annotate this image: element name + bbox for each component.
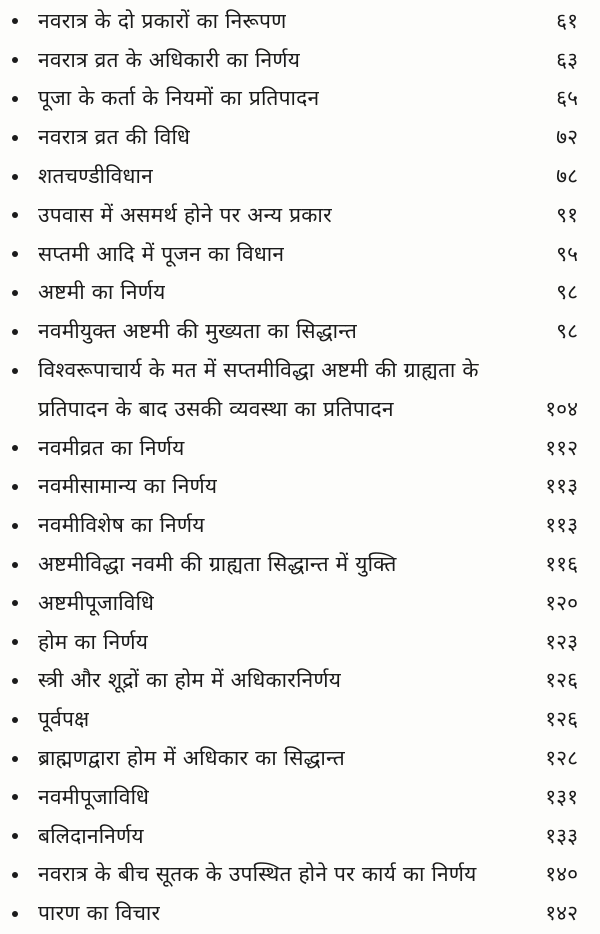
toc-entry-title: अष्टमी का निर्णय: [38, 280, 166, 305]
toc-row: [0, 584, 600, 623]
toc-entry-page: १४२: [545, 901, 578, 926]
toc-row: [0, 429, 600, 468]
toc-entry-title: अष्टमीपूजाविधि: [38, 590, 155, 615]
toc-entry-title: पारण का विचार: [38, 901, 161, 926]
toc-entry-title: नवमीव्रत का निर्णय: [38, 435, 185, 460]
toc-row: [0, 856, 600, 895]
toc-entry-page: ११२: [545, 435, 578, 460]
toc-row: [0, 662, 600, 701]
toc-entry-page: ६१: [556, 8, 578, 33]
toc-row: [0, 506, 600, 545]
bullet-icon: [12, 911, 18, 917]
toc-entry-title: नवमीसामान्य का निर्णय: [38, 474, 218, 499]
bullet-icon: [12, 251, 18, 257]
toc-row: [0, 274, 600, 313]
toc-entry-title: नवरात्र के दो प्रकारों का निरूपण: [38, 8, 287, 33]
toc-entry-title: अष्टमीविद्धा नवमी की ग्राह्यता सिद्धान्त में युक्ति: [38, 551, 397, 576]
toc-row: [0, 390, 600, 429]
toc-entry-page: ११३: [545, 513, 578, 538]
toc-entry-title: सप्तमी आदि में पूजन का विधान: [38, 241, 285, 266]
toc-entry-page: ९५: [556, 241, 578, 266]
toc-row: [0, 312, 600, 351]
toc-row: [0, 739, 600, 778]
bullet-icon: [12, 174, 18, 180]
toc-entry-title: होम का निर्णय: [38, 629, 149, 654]
toc-entry-page: १२६: [545, 668, 578, 693]
toc-row: [0, 545, 600, 584]
toc-row: [0, 235, 600, 274]
toc-entry-title: नवमीपूजाविधि: [38, 784, 150, 809]
toc-entry-title: नवरात्र व्रत के अधिकारी का निर्णय: [38, 47, 301, 72]
toc-entry-page: १३३: [545, 823, 578, 848]
toc-entry-title: नवमीयुक्त अष्टमी की मुख्यता का सिद्धान्त: [38, 319, 358, 344]
toc-entry-title: शतचण्डीविधान: [38, 163, 153, 188]
toc-entry-title: पूर्वपक्ष: [38, 707, 90, 732]
bullet-icon: [12, 135, 18, 141]
toc-entry-page: ९१: [556, 202, 578, 227]
toc-row: [0, 2, 600, 41]
bullet-icon: [12, 212, 18, 218]
bullet-icon: [12, 639, 18, 645]
toc-entry-title: पूजा के कर्ता के नियमों का प्रतिपादन: [38, 86, 320, 111]
bullet-icon: [12, 833, 18, 839]
toc-entry-page: १२०: [545, 590, 578, 615]
toc-row: [0, 157, 600, 196]
bullet-icon: [12, 329, 18, 335]
toc-entry-page: १२३: [545, 629, 578, 654]
toc-entry-title: नवरात्र के बीच सूतक के उपस्थित होने पर कार्य का निर्णय: [38, 862, 477, 887]
toc-entry-title: विश्वरूपाचार्य के मत में सप्तमीविद्धा अष्टमी की ग्राह्यता के: [38, 357, 479, 382]
toc-entry-page: १२८: [545, 745, 578, 770]
bullet-icon: [12, 872, 18, 878]
toc-entry-title: प्रतिपादन के बाद उसकी व्यवस्था का प्रतिपादन: [38, 396, 394, 421]
toc-entry-title: ब्राह्मणद्वारा होम में अधिकार का सिद्धान्त: [38, 745, 345, 770]
toc-row: [0, 80, 600, 119]
toc-list: [0, 2, 600, 933]
toc-entry-page: १३१: [545, 784, 578, 809]
bullet-icon: [12, 368, 18, 374]
toc-entry-title: उपवास में असमर्थ होने पर अन्य प्रकार: [38, 202, 332, 227]
toc-entry-title: स्त्री और शूद्रों का होम में अधिकारनिर्णय: [38, 668, 342, 693]
bullet-icon: [12, 794, 18, 800]
toc-row: [0, 778, 600, 817]
bullet-icon: [12, 96, 18, 102]
toc-entry-page: ७८: [556, 163, 578, 188]
bullet-icon: [12, 600, 18, 606]
toc-row: [0, 351, 600, 390]
toc-entry-page: ६५: [556, 86, 578, 111]
bullet-icon: [12, 445, 18, 451]
toc-entry-page: १४०: [545, 862, 578, 887]
toc-row: [0, 118, 600, 157]
toc-row: [0, 196, 600, 235]
toc-entry-title: बलिदाननिर्णय: [38, 823, 144, 848]
bullet-icon: [12, 562, 18, 568]
toc-entry-page: ११३: [545, 474, 578, 499]
bullet-icon: [12, 756, 18, 762]
toc-entry-page: १०४: [545, 396, 578, 421]
bullet-icon: [12, 57, 18, 63]
toc-entry-page: १२६: [545, 707, 578, 732]
toc-entry-title: नवमीविशेष का निर्णय: [38, 513, 205, 538]
bullet-icon: [12, 523, 18, 529]
toc-row: [0, 894, 600, 933]
bullet-icon: [12, 678, 18, 684]
bullet-icon: [12, 290, 18, 296]
toc-entry-page: ६३: [556, 47, 578, 72]
toc-entry-page: ७२: [556, 125, 578, 150]
toc-entry-page: ९८: [556, 319, 578, 344]
toc-row: [0, 623, 600, 662]
toc-row: [0, 41, 600, 80]
toc-entry-page: ९८: [556, 280, 578, 305]
bullet-icon: [12, 717, 18, 723]
toc-row: [0, 817, 600, 856]
bullet-icon: [12, 484, 18, 490]
toc-entry-title: नवरात्र व्रत की विधि: [38, 125, 191, 150]
toc-row: [0, 700, 600, 739]
toc-row: [0, 468, 600, 507]
toc-entry-page: ११६: [545, 551, 578, 576]
bullet-icon: [12, 18, 18, 24]
